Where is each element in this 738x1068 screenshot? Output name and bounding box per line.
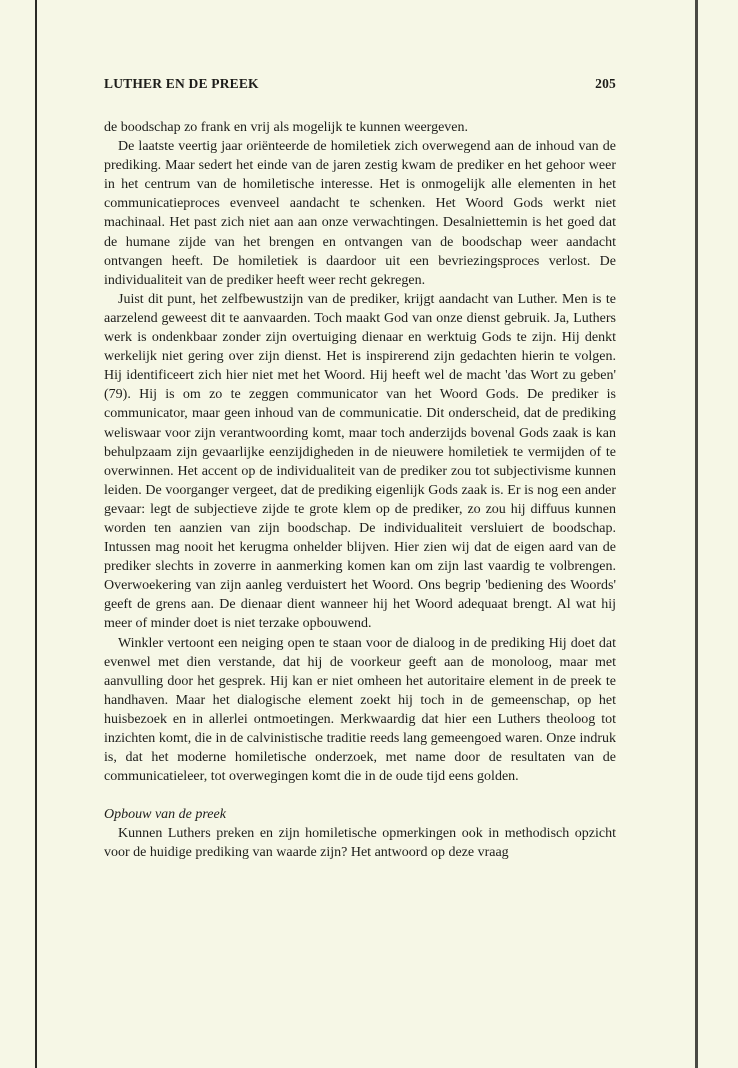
running-head xyxy=(104,76,616,98)
paragraph: Juist dit punt, het zelfbewustzijn van de prediker, krijgt aandacht van Luther. Men is te aarzelend geweest dit te aanvaarden. Toch maakt God van onze dienst gebruik. Ja, Luthers werk is ondenkbaar zonder zijn overtuiging dienaar en werktuig Gods te zijn. Hij denkt werkelijk niet gering over zijn dienst. Het is inspirerend zijn gedachten hierin te volgen. Hij identificeert zich hier niet met het Woord. Hij heeft wel de macht 'das Wort zu geben' (79). Hij is om zo te zeggen communicator van het Woord Gods. De prediker is communicator, maar geen inhoud van de communicatie. Dit onderscheid, dat de prediking weliswaar voor zijn verantwoording komt, maar toch anderzijds bovenal Gods zaak is kan behulpzaam zijn gevaarlijke eenzijdigheden in de nieuwere homiletiek te vermijden of te overwinnen. Het accent op de individualiteit van de prediker zou tot subjectivisme kunnen leiden. De voorganger vergeet, dat de prediking eigenlijk Gods zaak is. Er is nog een ander gevaar: legt de subjectieve zijde te grote klem op de prediker, zo zou hij diffuus kunnen worden ten aanzien van zijn boodschap. De individualiteit versluiert de boodschap. Intussen mag nooit het kerugma onhelder blijven. Hier zien wij dat de eigen aard van de prediker slechts in zoverre in aanmerking komen kan om zijn last vaardig te volbrengen. Overwoekering van zijn aanleg verduistert het Woord. Ons begrip 'bediening des Woords' geeft de grens aan. De dienaar dient wanneer hij het Woord adequaat brengt. Al wat hij meer of minder doet is niet terzake opbouwend. xyxy=(104,291,616,632)
paragraph: Winkler vertoont een neiging open te staan voor de dialoog in de prediking Hij doet dat evenwel met dien verstande, dat hij de voorkeur geeft aan de monoloog, maar met aanvulling door het gesprek. Hij kan er niet omheen het autoritaire element in de preek te handhaven. Maar het dialogische element zoekt hij toch in de gemeenschap, op het huisbezoek en in allerlei ontmoetingen. Merkwaardig dat hier een Luthers theoloog tot inzichten komt, die in de calvinistische traditie reeds lang gemeengoed waren. Onze indruk is, dat het moderne homiletische onderzoek, met name door de resultaten van de communicatieleer, tot overwegingen komt die in de oude tijd eens golden. xyxy=(104,635,616,785)
page-number: 205 xyxy=(595,76,616,91)
book-page xyxy=(104,76,616,863)
scan-left-edge xyxy=(35,0,37,1068)
paragraph-continuation: de boodschap zo frank en vrij als mogelijk te kunnen weergeven. xyxy=(104,120,469,135)
section-heading: Opbouw van de preek xyxy=(104,807,226,823)
paragraph: De laatste veertig jaar oriënteerde de homiletiek zich overwegend aan de inhoud van de prediking. Maar sedert het einde van de jaren zestig kwam de prediker en het gehoor weer in het centrum van de homiletische interesse. Het is onmogelijk alle elementen in het communicatieproces evenveel aandacht te schenken. Het Woord Gods werkt niet machinaal. Het past zich niet aan aan onze verwachtingen. Desalniettemin is het goed dat de humane zijde van het brengen en ontvangen van de boodschap weer aandacht ontvangen heeft. De homiletiek is daardoor uit een bevriezingsproces verlost. De individualiteit van de prediker heeft weer recht gekregen. xyxy=(104,139,616,288)
scan-right-edge xyxy=(695,0,698,1068)
paragraph: Kunnen Luthers preken en zijn homiletische opmerkingen ook in methodisch opzicht voor de huidige prediking van waarde zijn? Het antwoord op deze vraag xyxy=(104,826,616,861)
body-text xyxy=(104,118,616,863)
running-head-title: LUTHER EN DE PREEK xyxy=(104,76,259,91)
